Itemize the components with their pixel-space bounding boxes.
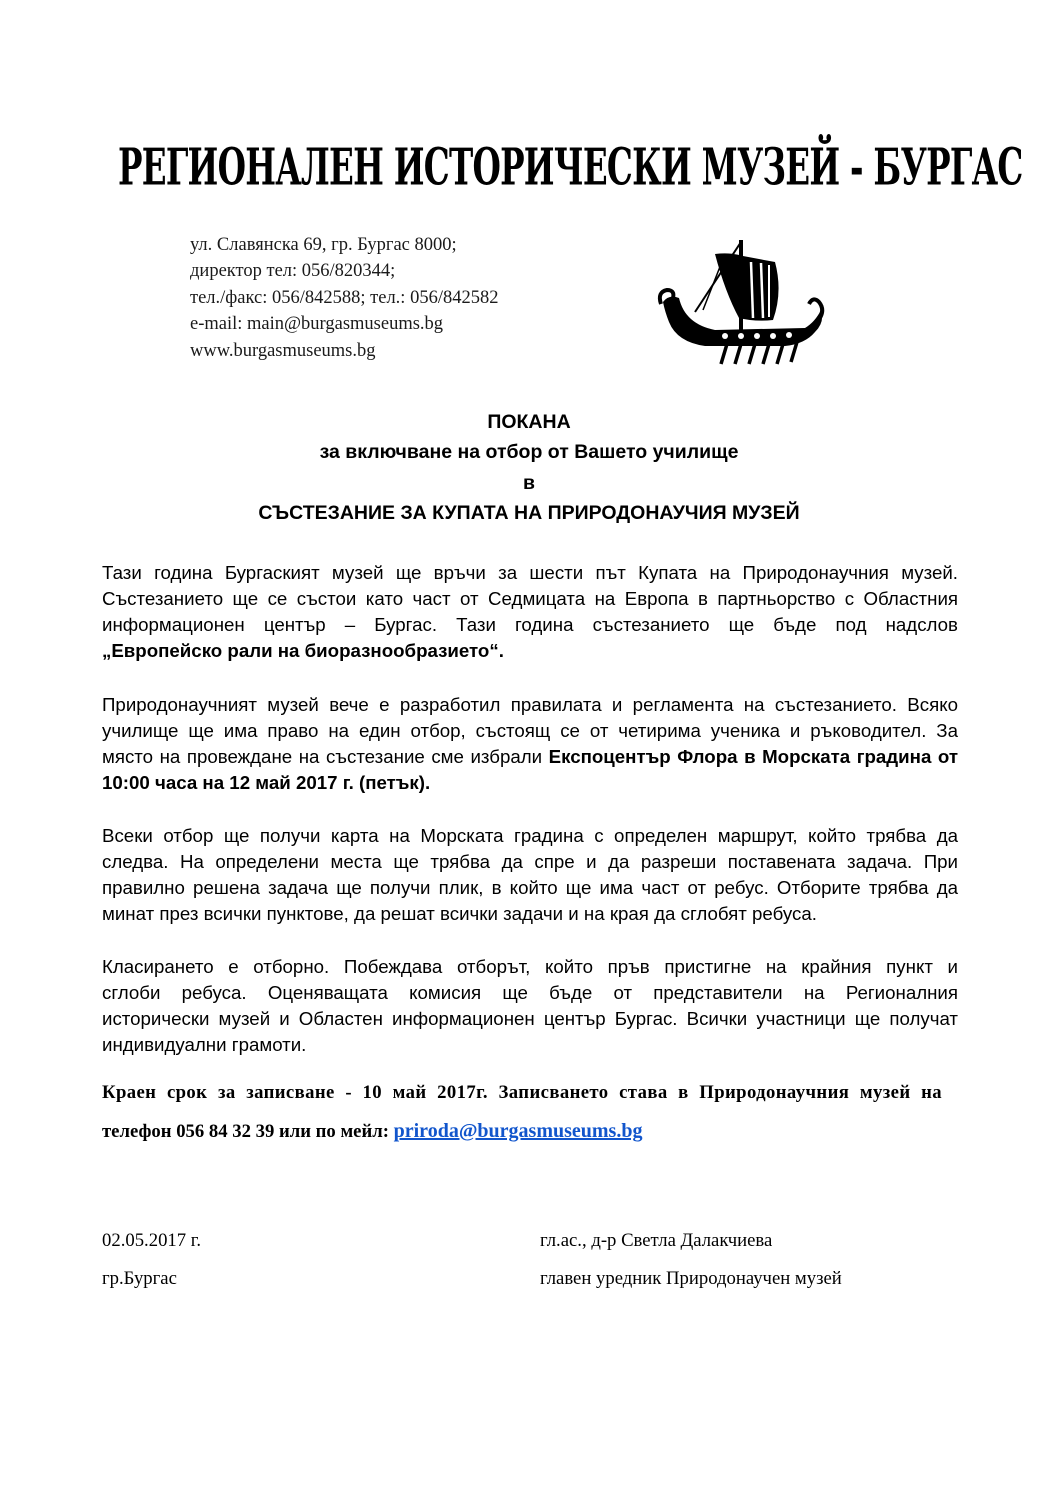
text-line: Състезанието ще се състои като част от Седмицата на Европа в партньорство с Областния [102, 588, 958, 609]
text-line: информационен център – Бургас. Тази година състезанието ще бъде под надслов [102, 614, 958, 635]
text-line: Класирането е отборно. Побеждава отборът, който пръв пристигне на крайния пункт и [102, 956, 958, 977]
text-line: следва. На определени места ще трябва да спре и да разреши поставената задача. При [102, 851, 958, 872]
website-line: www.burgasmuseums.bg [190, 340, 376, 361]
signatory-position: главен уредник Природонаучен музей [540, 1268, 842, 1289]
phone-director-line: директор тел: 056/820344; [190, 261, 396, 282]
invitation-connector: в [523, 472, 535, 494]
invitation-subheading: за включване на отбор от Вашето училище [319, 441, 739, 463]
document-place: гр.Бургас [102, 1268, 177, 1289]
text-line: Всеки отбор ще получи карта на Морската градина с определен маршрут, който трябва да [102, 825, 958, 846]
paragraph-ranking [102, 954, 958, 1058]
text-line: Тази година Бургаският музей ще връчи за шести път Купата на Природонаучния музей. [102, 562, 958, 583]
text-line: Природонаучният музей вече е разработил правилата и регламента на състезанието. Всяко [102, 694, 958, 715]
text-line [102, 744, 958, 770]
invitation-heading: ПОКАНА [487, 411, 571, 433]
text-line: исторически музей и Областен информационен център Бургас. Всички участници ще получат [102, 1008, 958, 1029]
museum-address [190, 232, 498, 364]
event-datetime: 10:00 часа на 12 май 2017 г. (петък). [102, 772, 431, 793]
text-line: минат през всички пунктове, да решат всички задачи и на края да сглобят ребуса. [102, 903, 817, 924]
paragraph-rules [102, 692, 958, 796]
phone-fax-line: тел./факс: 056/842588; тел.: 056/842582 [190, 287, 499, 308]
rally-title: „Европейско рали на биоразнообразието“. [102, 640, 504, 661]
registration-deadline: Краен срок за записване - 10 май 2017г. Записването става в Природонаучния музей на [102, 1082, 942, 1103]
paragraph-intro [102, 560, 958, 664]
email-line: e-mail: main@burgasmuseums.bg [190, 314, 444, 335]
venue-intro: място на провеждане на състезание сме избрали [102, 746, 549, 767]
ship-logo-icon [655, 232, 825, 367]
paragraph-route [102, 823, 958, 927]
text-line: правилно решена задача ще получи плик, в който ще има част от ребус. Отборите трябва да [102, 877, 958, 898]
address-line: ул. Славянска 69, гр. Бургас 8000; [190, 235, 457, 255]
signatory-name: гл.ас., д-р Светла Далакчиева [540, 1230, 773, 1251]
registration-email-link[interactable]: priroda@burgasmuseums.bg [393, 1120, 643, 1142]
text-line: индивидуални грамоти. [102, 1034, 307, 1055]
venue-name: Експоцентър Флора в Морската градина от [548, 746, 958, 767]
text-line: сглоби ребуса. Оценяващата комисия ще бъде от представители на Регионалния [102, 982, 958, 1003]
contact-phone: телефон 056 84 32 39 или по мейл: [102, 1121, 394, 1142]
document-date: 02.05.2017 г. [102, 1230, 201, 1251]
museum-title: РЕГИОНАЛЕН ИСТОРИЧЕСКИ МУЗЕЙ - БУРГАС [118, 138, 1023, 198]
text-line: училище ще има право на един отбор, състоящ се от четирима ученика и ръководител. За [102, 720, 958, 741]
competition-title: СЪСТЕЗАНИЕ ЗА КУПАТА НА ПРИРОДОНАУЧИЯ МУЗЕЙ [258, 502, 800, 524]
registration-contact [102, 1120, 962, 1143]
